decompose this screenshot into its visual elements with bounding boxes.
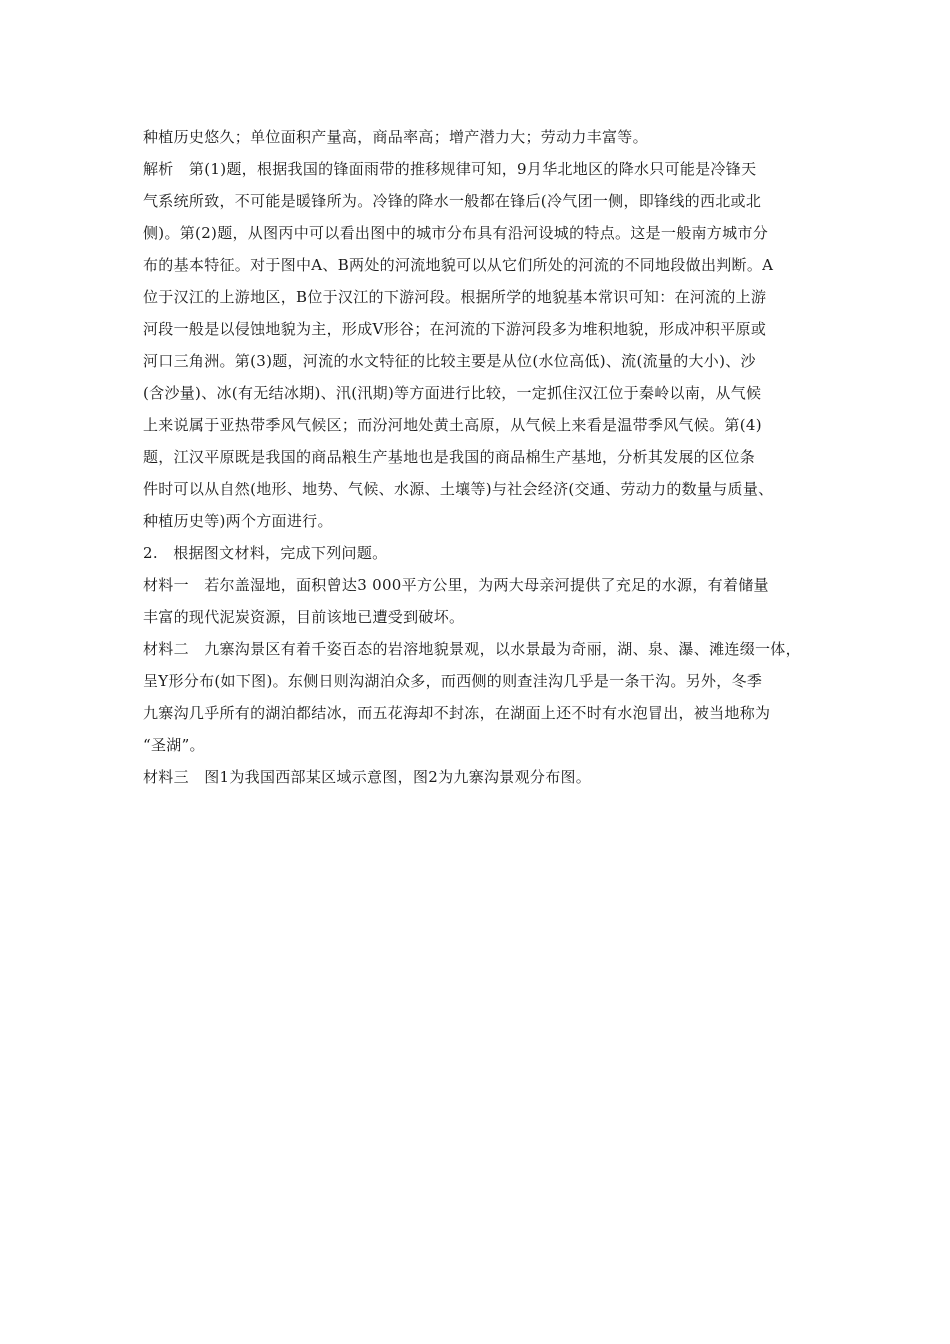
text-line: 布的基本特征。对于图中A、B两处的河流地貌可以从它们所处的河流的不同地段做出判断。A: [143, 256, 774, 274]
text-line: 解析 第(1)题，根据我国的锋面雨带的推移规律可知，9月华北地区的降水只可能是冷锋天: [143, 160, 757, 178]
text-line: 种植历史悠久；单位面积产量高，商品率高；增产潜力大；劳动力丰富等。: [143, 128, 648, 146]
text-line: 题，江汉平原既是我国的商品粮生产基地也是我国的商品棉生产基地，分析其发展的区位条: [143, 448, 756, 466]
material-line: 呈Y形分布(如下图)。东侧日则沟湖泊众多，而西侧的则查洼沟几乎是一条干沟。另外，冬季: [143, 672, 763, 690]
text-line: 种植历史等)两个方面进行。: [143, 512, 333, 530]
text-line: 上来说属于亚热带季风气候区；而汾河地处黄土高原，从气候上来看是温带季风气候。第(4): [143, 416, 762, 434]
text-line: (含沙量)、冰(有无结冰期)、汛(汛期)等方面进行比较，一定抓住汉江位于秦岭以南，从气候: [143, 384, 762, 402]
text-line: 河口三角洲。第(3)题，河流的水文特征的比较主要是从位(水位高低)、流(流量的大小)、沙: [143, 352, 756, 370]
text-line: 位于汉江的上游地区，B位于汉江的下游河段。根据所学的地貌基本常识可知：在河流的上游: [143, 288, 767, 306]
material-line: 材料二 九寨沟景区有着千姿百态的岩溶地貌景观，以水景最为奇丽，湖、泉、瀑、滩连缀一体，: [143, 640, 801, 658]
text-line: 河段一般是以侵蚀地貌为主，形成V形谷；在河流的下游河段多为堆积地貌，形成冲积平原或: [143, 320, 767, 338]
text-line: 侧)。第(2)题，从图丙中可以看出图中的城市分布具有沿河设城的特点。这是一般南方城市分: [143, 224, 769, 242]
document-body: [143, 121, 813, 793]
material-line: 九寨沟几乎所有的湖泊都结冰，而五花海却不封冻，在湖面上还不时有水泡冒出，被当地称为: [143, 704, 771, 722]
material-line: 材料三 图1为我国西部某区域示意图，图2为九寨沟景观分布图。: [143, 768, 592, 786]
text-line: 件时可以从自然(地形、地势、气候、水源、土壤等)与社会经济(交通、劳动力的数量与质量、: [143, 480, 774, 498]
question-heading: 2. 根据图文材料，完成下列问题。: [143, 544, 388, 562]
material-line: “圣湖”。: [143, 736, 205, 754]
text-line: 气系统所致，不可能是暖锋所为。冷锋的降水一般都在锋后(冷气团一侧，即锋线的西北或北: [143, 192, 762, 210]
material-line: 丰富的现代泥炭资源，目前该地已遭受到破坏。: [143, 608, 465, 626]
material-line: 材料一 若尔盖湿地，面积曾达3 000平方公里，为两大母亲河提供了充足的水源，有着储量: [143, 576, 769, 594]
